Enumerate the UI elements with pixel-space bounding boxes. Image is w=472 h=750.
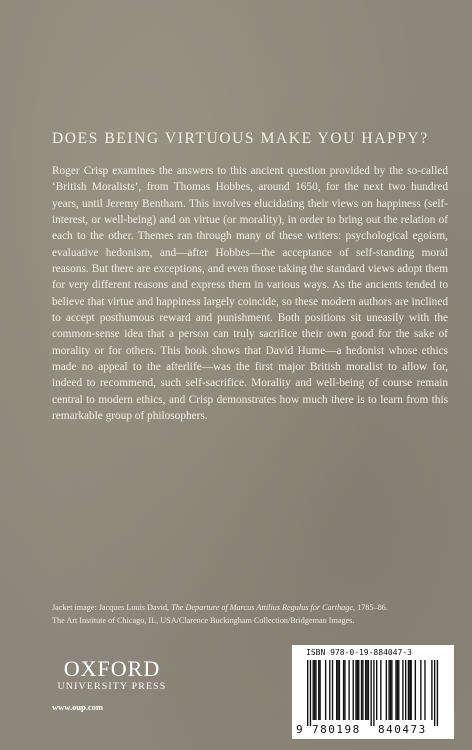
publisher-subname: UNIVERSITY PRESS (57, 681, 167, 692)
barcode-bar (310, 660, 311, 726)
barcode-bar (337, 660, 338, 720)
barcode-digits-group2: 840473 (378, 723, 427, 736)
barcode-bar (411, 660, 412, 720)
barcode-bar (365, 660, 366, 720)
barcode-bar (336, 660, 337, 720)
credit-artwork-title: The Departure of Marcus Attilius Regulus for Carthage (171, 603, 354, 612)
barcode-bar (415, 660, 416, 720)
credit-line-2: The Art Institute of Chicago, IL, USA/Clarence Buckingham Collection/Bridgeman Images. (52, 616, 355, 625)
publisher-name: OXFORD (63, 656, 161, 681)
barcode-bar (380, 660, 381, 720)
barcode-bar (366, 660, 367, 720)
isbn-barcode (292, 645, 454, 739)
barcode-bar (329, 660, 330, 720)
barcode-bar (368, 660, 369, 720)
barcode-bar (318, 660, 319, 720)
barcode-bar (313, 660, 314, 720)
barcode-digits-group1: 780198 (312, 723, 361, 736)
barcode-bar (361, 660, 362, 720)
barcode-bar (390, 660, 391, 720)
barcode-bar (388, 660, 389, 720)
barcode-bar (332, 660, 333, 720)
barcode-bar (358, 660, 359, 720)
barcode-bar (391, 660, 392, 720)
barcode-bar (434, 660, 435, 726)
barcode-bars (300, 660, 446, 726)
barcode-bar (424, 660, 425, 720)
barcode-bar (362, 660, 363, 720)
publisher-logo (52, 658, 172, 692)
barcode-bar (325, 660, 326, 720)
barcode-bar (314, 660, 315, 720)
barcode-bar (353, 660, 354, 720)
barcode-bar (420, 660, 421, 720)
isbn-label: ISBN 978-0-19-884047-3 (306, 648, 412, 657)
barcode-bar (348, 660, 349, 720)
barcode-bar (339, 660, 340, 720)
jacket-credit (52, 601, 452, 627)
barcode-bar (398, 660, 399, 720)
barcode-bar (343, 660, 344, 720)
barcode-digit-first: 9 (296, 723, 303, 736)
barcode-bar (344, 660, 345, 720)
blurb-heading: DOES BEING VIRTUOUS MAKE YOU HAPPY? (52, 130, 429, 147)
barcode-bar (307, 660, 308, 726)
barcode-bar (373, 660, 374, 726)
barcode-bar (405, 660, 406, 720)
barcode-bar (357, 660, 358, 720)
barcode-bar (355, 660, 356, 720)
barcode-bar (431, 660, 432, 720)
barcode-bar (315, 660, 316, 720)
barcode-bar (409, 660, 410, 720)
barcode-bar (395, 660, 396, 720)
publisher-url: www.oup.com (52, 702, 104, 712)
barcode-bar (319, 660, 320, 720)
barcode-bar (370, 660, 371, 726)
credit-prefix: Jacket image: Jacques Louis David, (52, 603, 172, 612)
barcode-bar (397, 660, 398, 720)
barcode-bar (402, 660, 403, 720)
credit-line-1 (52, 601, 452, 614)
barcode-bar (376, 660, 377, 720)
blurb-text: Roger Crisp examines the answers to this ancient question provided by the so-called ‘British Moralists’, from Thomas Hobbes, around 1650, for the next two hundred years, until Jeremy Bentham. This involves elucidating their views on happiness (self-interest, or well-being) and on virtue (or morality), in order to bring out the relation of each to the other. Themes ran through many of these writers: psychological egoism, evaluative hedonism, and—after Hobbes—the acceptance of self-standing moral reasons. But there are exceptions, and even those taking the standard views adopt them for very different reasons and express them in various ways. As the ancients tended to believe that virtue and happiness largely coincide, so these modern authors are inclined to accept posthumous reward and punishment. Both positions sit uneasily with the common-sense idea that a person can truly sacrifice their own good for the sake of morality or for others. This book shows that David Hume—a hedonist whose ethics made no appeal to the afterlife—was the first major British moralist to allow for, indeed to recommend, such self-sacrifice. Morality and well-being of course remain central to modern ethics, and Crisp demonstrates how much there is to learn from this remarkable group of philosophers. (52, 165, 448, 423)
credit-suffix: , 1785–86. (353, 603, 388, 612)
barcode-bar (408, 660, 409, 720)
barcode-bar (437, 660, 438, 726)
barcode-bar (386, 660, 387, 720)
